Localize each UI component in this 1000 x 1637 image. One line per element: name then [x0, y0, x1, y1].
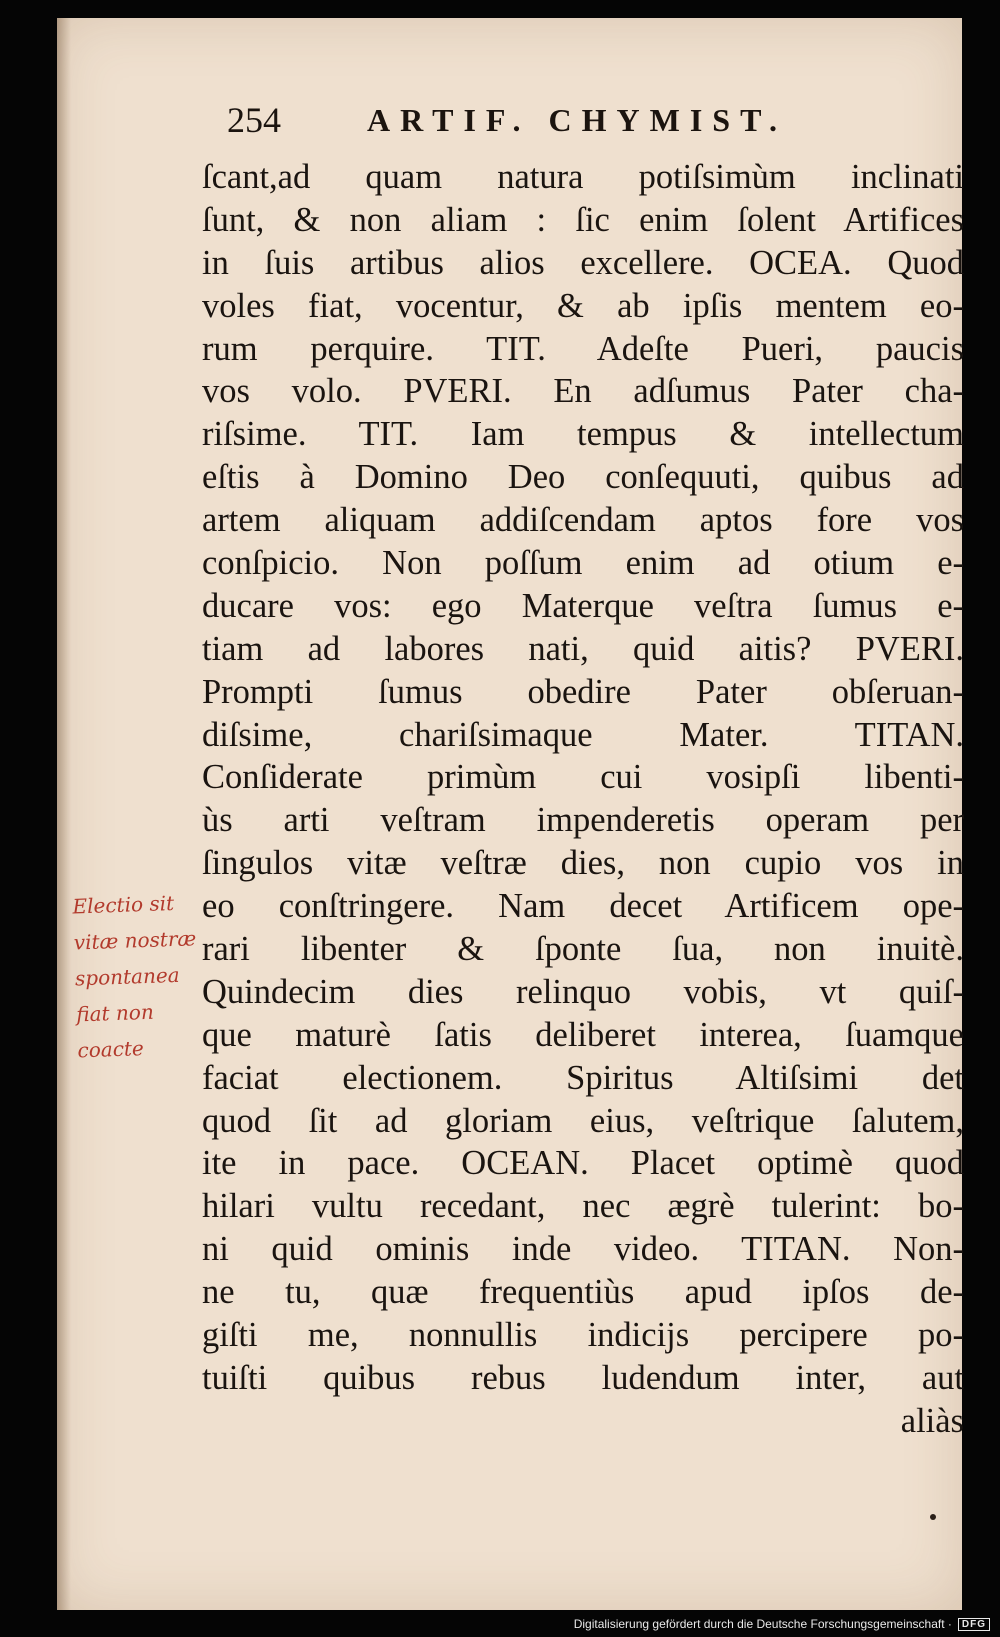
dfg-logo-icon: DFG	[958, 1618, 990, 1631]
text-line: vos volo. PVERI. En adſumus Pater cha-	[202, 372, 964, 411]
text-line: rari libenter & ſponte ſua, non inuitè.	[202, 930, 964, 969]
text-line: tuiſti quibus rebus ludendum inter, aut	[202, 1358, 964, 1397]
ink-dot	[930, 1514, 936, 1520]
digitization-footer	[574, 1617, 990, 1631]
text-line: conſpicio. Non poſſum enim ad otium e-	[202, 544, 964, 583]
footer-credit: Digitalisierung gefördert durch die Deutsche Forschungsgemeinschaft ·	[573, 1617, 952, 1631]
catchword: aliàs	[900, 1401, 964, 1440]
text-line: que maturè ſatis deliberet interea, ſuamque	[202, 1015, 964, 1054]
text-line: artem aliquam addiſcendam aptos fore vos	[202, 501, 964, 540]
text-line: tiam ad labores nati, quid aitis? PVERI.	[202, 629, 964, 668]
text-line: faciat electionem. Spiritus Altiſsimi det	[202, 1058, 964, 1097]
text-line: riſsime. TIT. Iam tempus & intellectum	[202, 415, 964, 454]
text-line: voles fiat, vocentur, & ab ipſis mentem eo-	[202, 286, 964, 325]
text-line: ni quid ominis inde video. TITAN. Non-	[202, 1230, 964, 1269]
text-line: ùs arti veſtram impenderetis operam per	[202, 801, 964, 840]
marginal-note-line: vitæ nostræ	[73, 926, 197, 955]
text-line: Quindecim dies relinquo vobis, vt quiſ-	[202, 972, 964, 1011]
text-line: quod ſit ad gloriam eius, veſtrique ſalutem,	[202, 1101, 964, 1140]
text-line: ne tu, quæ frequentiùs apud ipſos de-	[202, 1273, 964, 1312]
text-line: eſtis à Domino Deo conſequuti, quibus ad	[202, 458, 964, 497]
text-line: ducare vos: ego Materque veſtra ſumus e-	[202, 586, 964, 625]
text-line: giſti me, nonnullis indicijs percipere po-	[202, 1316, 964, 1355]
text-line: rum perquire. TIT. Adeſte Pueri, paucis	[202, 329, 964, 368]
text-line: diſsime, chariſsimaque Mater. TITAN.	[202, 715, 964, 754]
body-text	[202, 156, 964, 1443]
text-line: ſingulos vitæ veſtræ dies, non cupio vos in	[202, 844, 964, 883]
page-number: 254	[227, 100, 281, 140]
marginal-note-line: Electio sit	[72, 890, 175, 919]
text-line: ſcant,ad quam natura potiſsimùm inclinati	[202, 158, 964, 196]
running-title: ARTIF. CHYMIST.	[367, 102, 788, 138]
text-line: Conſiderate primùm cui vosipſi libenti-	[202, 758, 964, 797]
text-line: hilari vultu recedant, nec ægrè tulerint: bo-	[202, 1187, 964, 1226]
book-page	[57, 18, 962, 1610]
handwritten-marginal-note	[72, 884, 218, 1069]
text-line: ſunt, & non aliam : ſic enim ſolent Artifices	[202, 200, 964, 239]
text-line: eo conſtringere. Nam decet Artificem ope-	[202, 887, 964, 926]
marginal-note-line: fiat non	[75, 999, 155, 1027]
page-gutter-shadow	[57, 18, 71, 1610]
text-line: Prompti ſumus obedire Pater obſeruan-	[202, 672, 964, 711]
marginal-note-line: spontanea	[74, 962, 180, 991]
text-line: in ſuis artibus alios excellere. OCEA. Quod	[202, 243, 964, 282]
running-head	[227, 96, 947, 156]
marginal-note-line: coacte	[77, 1036, 145, 1063]
text-line: ite in pace. OCEAN. Placet optimè quod	[202, 1144, 964, 1183]
